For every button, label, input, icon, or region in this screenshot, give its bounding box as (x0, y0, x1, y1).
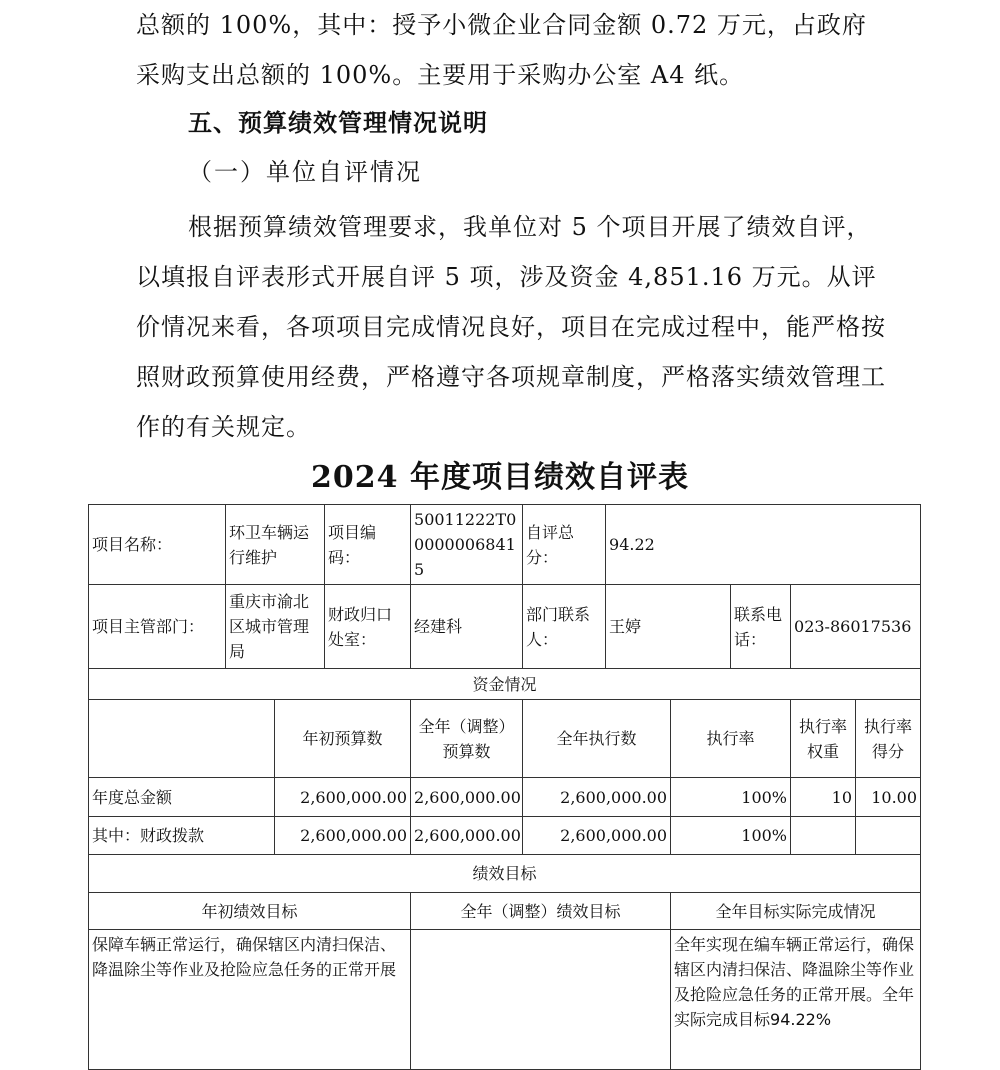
intro-line-1: 总额的 100%，其中：授予小微企业合同金额 0.72 万元，占政府 (136, 11, 867, 39)
funds-row-label: 其中：财政拨款 (89, 817, 275, 855)
perf-header-actual: 全年目标实际完成情况 (671, 893, 921, 930)
section-5-heading: 五、预算绩效管理情况说明 (188, 109, 488, 137)
perf-header-initial: 年初绩效目标 (89, 893, 411, 930)
funds-row-label: 年度总金额 (89, 778, 275, 817)
phone-value: 023-86017536 (791, 585, 921, 669)
funds-adjusted: 2,600,000.00 (411, 817, 523, 855)
dept-value: 重庆市渝北区城市管理局 (226, 585, 325, 669)
funds-rate-score (856, 817, 921, 855)
table-row (89, 930, 921, 1070)
funds-header-adjusted: 全年（调整）预算数 (411, 700, 523, 778)
funds-executed: 2,600,000.00 (523, 817, 671, 855)
funds-section-header: 资金情况 (89, 669, 921, 700)
table-row (89, 669, 921, 700)
intro-line-2: 采购支出总额的 100%。主要用于采购办公室 A4 纸。 (136, 61, 745, 89)
funds-executed: 2,600,000.00 (523, 778, 671, 817)
funds-header-initial: 年初预算数 (275, 700, 411, 778)
funds-adjusted: 2,600,000.00 (411, 778, 523, 817)
table-row (89, 817, 921, 855)
table-row (89, 505, 921, 585)
perf-header-adjusted: 全年（调整）绩效目标 (411, 893, 671, 930)
funds-rate: 100% (671, 778, 791, 817)
funds-header-rate: 执行率 (671, 700, 791, 778)
table-row (89, 855, 921, 893)
funds-initial: 2,600,000.00 (275, 817, 411, 855)
funds-weight: 10 (791, 778, 856, 817)
contact-label: 部门联系人： (523, 585, 606, 669)
table-row (89, 585, 921, 669)
finance-office-value: 经建科 (411, 585, 523, 669)
perf-actual-result: 全年实现在编车辆正常运行，确保辖区内清扫保洁、降温除尘等作业及抢险应急任务的正常开展。全年实际完成目标94.22% (671, 930, 921, 1070)
evaluation-paragraph: 根据预算绩效管理要求，我单位对 5 个项目开展了绩效自评，以填报自评表形式开展自评 5 项，涉及资金 4,851.16 万元。从评价情况来看，各项项目完成情况良好，项目在完成过程中，能严格按照财政预算使用经费，严格遵守各项规章制度，严格落实绩效管理工作的有关规定。 (136, 213, 886, 441)
perf-adjusted-goal (411, 930, 671, 1070)
contact-value: 王婷 (606, 585, 731, 669)
funds-weight (791, 817, 856, 855)
funds-rate: 100% (671, 817, 791, 855)
project-name-label: 项目名称： (89, 505, 226, 585)
perf-initial-goal: 保障车辆正常运行，确保辖区内清扫保洁、降温除尘等作业及抢险应急任务的正常开展 (89, 930, 411, 1070)
finance-office-label: 财政归口处室： (325, 585, 411, 669)
funds-header-blank (89, 700, 275, 778)
table-row (89, 778, 921, 817)
score-label: 自评总分： (523, 505, 606, 585)
project-name: 环卫车辆运行维护 (226, 505, 325, 585)
funds-initial: 2,600,000.00 (275, 778, 411, 817)
funds-header-executed: 全年执行数 (523, 700, 671, 778)
phone-label: 联系电话： (731, 585, 791, 669)
table-title: 2024 年度项目绩效自评表 (311, 460, 689, 495)
table-row (89, 893, 921, 930)
funds-rate-score: 10.00 (856, 778, 921, 817)
funds-header-weight: 执行率权重 (791, 700, 856, 778)
self-evaluation-table (88, 504, 921, 1070)
table-row (89, 700, 921, 778)
score-value: 94.22 (606, 505, 921, 585)
perf-section-header: 绩效目标 (89, 855, 921, 893)
intro-paragraph (136, 0, 896, 100)
funds-header-rate-score: 执行率得分 (856, 700, 921, 778)
section-5-1-heading: （一）单位自评情况 (188, 158, 422, 186)
dept-label: 项目主管部门： (89, 585, 226, 669)
project-code: 50011222T000000068415 (411, 505, 523, 585)
project-code-label: 项目编码： (325, 505, 411, 585)
